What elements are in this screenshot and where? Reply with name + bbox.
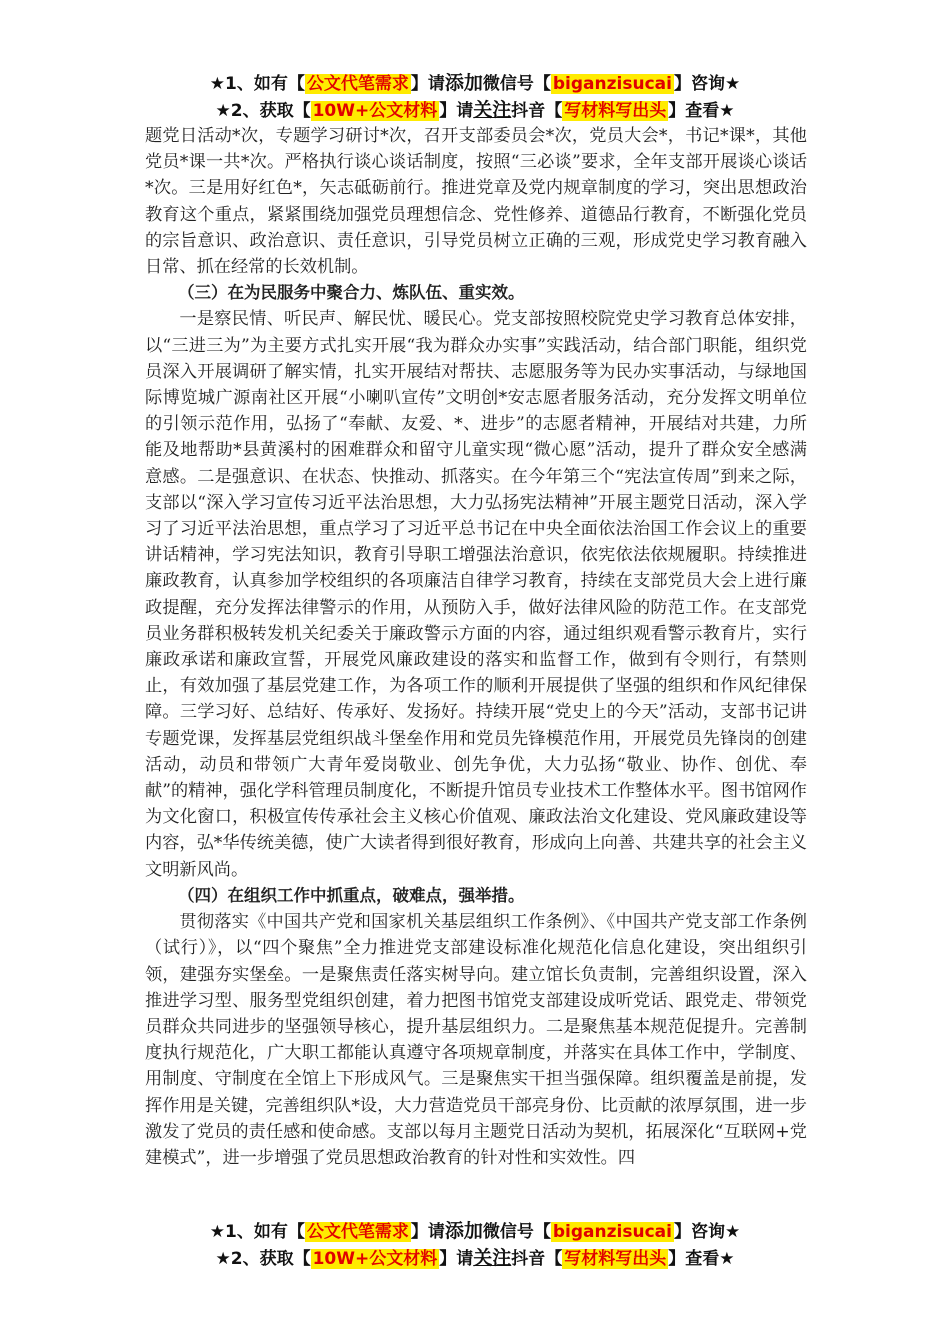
paragraph: 一是察民情、听民声、解民忧、暖民心。党支部按照校院党史学习教育总体安排，以“三进三为”为主要方式扎实开展“我为群众办实事”实践活动，结合部门职能，组织党员深入开展调研了解实情，扎实开展结对帮扶、志愿服务等为民办实事活动，与绿地国际博览城广源南社区开展“小喇叭宣传”文明创*安志愿者服务活动，充分发挥文明单位的引领示范作用，弘扬了“奉献、友爱、*、进步”的志愿者精神，开展结对共建，力所能及地帮助*县黄溪村的困难群众和留守儿童实现“微心愿”活动，提升了群众安全感满意感。二是强意识、在状态、快推动、抓落实。在今年第三个“宪法宣传周”到来之际，支部以“深入学习宣传习近平法治思想，大力弘扬宪法精神”开展主题党日活动，深入学习了习近平法治思想，重点学习了习近平总书记在中央全面依法治国工作会议上的重要讲话精神，学习宪法知识，教育引导职工增强法治意识，依宪依法依规履职。持续推进廉政教育，认真参加学校组织的各项廉洁自律学习教育，持续在支部党员大会上进行廉政提醒，充分发挥法律警示的作用，从预防入手，做好法律风险的防范工作。在支部党员业务群积极转发机关纪委关于廉政警示方面的内容，通过组织观看警示教育片，实行廉政承诺和廉政宣誓，开展党风廉政建设的落实和监督工作，做到有令则行，有禁则止，有效加强了基层党建工作，为各项工作的顺利开展提供了坚强的组织和作风纪律保障。三学习好、总结好、传承好、发扬好。持续开展“党史上的今天”活动，支部书记讲专题党课，发挥基层党组织战斗堡垒作用和党员先锋模范作用，开展党员先锋岗的创建活动，动员和带领广大青年爱岗敬业、创先争优，大力弘扬“敬业、协作、创优、奉献”的精神，强化学科管理员制度化，不断提升馆员专业技术工作整体水平。图书馆网作为文化窗口，积极宣传传承社会主义核心价值观、廉政法治文化建设、党风廉政建设等内容，弘*华传统美德，使广大读者得到很好教育，形成向上向善、共建共享的社会主义文明新风尚。 <box>145 309 807 880</box>
banner-text: 】请 <box>410 74 445 94</box>
banner-text: 抖音【 <box>511 101 563 121</box>
banner-text: 】咨询★ <box>673 74 741 94</box>
banner-text: 】请 <box>410 1222 445 1242</box>
section-heading: （四）在组织工作中抓重点，破难点，强举措。 <box>178 885 525 905</box>
banner-emphasis: 添加 <box>444 72 483 94</box>
banner-emphasis: 添加 <box>444 1220 483 1242</box>
banner-text: 抖音【 <box>511 1249 563 1269</box>
banner-highlight: biganzisucai <box>552 1222 672 1242</box>
banner-emphasis: 关注 <box>473 1247 512 1269</box>
banner-line-2 <box>0 97 950 124</box>
banner-text: 】咨询★ <box>673 1222 741 1242</box>
banner-text: ★2、获取【 <box>215 1249 311 1269</box>
banner-highlight: 公文代笔需求 <box>306 74 409 94</box>
section-heading: （三）在为民服务中聚合力、炼队伍、重实效。 <box>178 283 525 303</box>
banner-text: ★1、如有【 <box>209 1222 305 1242</box>
banner-text: 】查看★ <box>668 1249 735 1269</box>
banner-highlight: biganzisucai <box>552 74 672 94</box>
banner-line-2 <box>0 1245 950 1272</box>
banner-highlight: 写材料写出头 <box>564 101 667 121</box>
banner-text: ★2、获取【 <box>215 101 311 121</box>
banner-text: 】请 <box>439 1249 474 1269</box>
banner-text: 】请 <box>439 101 474 121</box>
banner-line-1 <box>0 70 950 97</box>
banner-text: 微信号【 <box>482 74 551 94</box>
document-body <box>145 123 807 1171</box>
paragraph: 贯彻落实《中国共产党和国家机关基层组织工作条例》、《中国共产党支部工作条例（试行）》，以“四个聚焦”全力推进党支部建设标准化规范化信息化建设，突出组织引领，建强夯实堡垒。一是聚焦责任落实树导向。建立馆长负责制，完善组织设置，深入推进学习型、服务型党组织创建，着力把图书馆党支部建设成听党话、跟党走、带领党员群众共同进步的坚强领导核心，提升基层组织力。二是聚焦基本规范促提升。完善制度执行规范化，广大职工都能认真遵守各项规章制度，并落实在具体工作中，学制度、用制度、守制度在全馆上下形成风气。三是聚焦实干担当强保障。组织覆盖是前提，发挥作用是关键，完善组织队*设，大力营造党员干部亮身份、比贡献的浓厚氛围，进一步激发了党员的责任感和使命感。支部以每月主题党日活动为契机，拓展深化“互联网+党建模式”，进一步增强了党员思想政治教育的针对性和实效性。四 <box>145 912 807 1168</box>
banner-highlight: 10W+公文材料 <box>312 101 438 121</box>
banner-text: 微信号【 <box>482 1222 551 1242</box>
banner-line-1 <box>0 1218 950 1245</box>
top-banner <box>0 70 950 124</box>
banner-text: 】查看★ <box>668 101 735 121</box>
banner-highlight: 10W+公文材料 <box>312 1249 438 1269</box>
paragraph: 题党日活动*次，专题学习研讨*次，召开支部委员会*次，党员大会*，书记*课*，其他党员*课一共*次。严格执行谈心谈话制度，按照“三必谈”要求，全年支部开展谈心谈话*次。三是用好红色*，矢志砥砺前行。推进党章及党内规章制度的学习，突出思想政治教育这个重点，紧紧围绕加强党员理想信念、党性修养、道德品行教育，不断强化党员的宗旨意识、政治意识、责任意识，引导党员树立正确的三观，形成党史学习教育融入日常、抓在经常的长效机制。 <box>145 126 807 278</box>
banner-highlight: 公文代笔需求 <box>306 1222 409 1242</box>
bottom-banner <box>0 1218 950 1272</box>
banner-emphasis: 关注 <box>473 99 512 121</box>
banner-highlight: 写材料写出头 <box>564 1249 667 1269</box>
banner-text: ★1、如有【 <box>209 74 305 94</box>
